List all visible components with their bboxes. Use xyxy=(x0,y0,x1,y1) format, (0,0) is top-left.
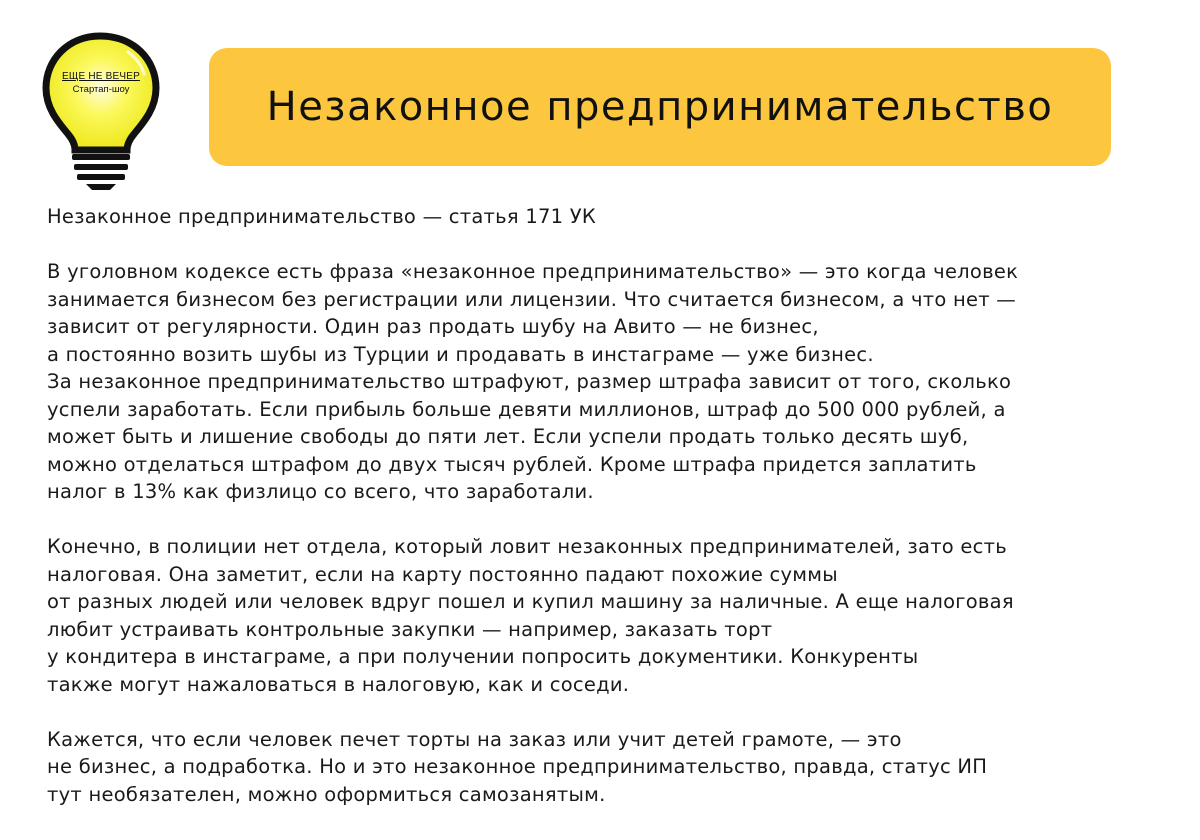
intro-line: Незаконное предпринимательство — статья 171 УК xyxy=(47,205,596,228)
text-line: занимается бизнесом без регистрации или лицензии. Что считается бизнесом, а что нет — xyxy=(47,287,1017,311)
title-banner xyxy=(209,48,1111,166)
text-line: у кондитера в инстаграме, а при получении попросить документики. Конкуренты xyxy=(47,645,919,668)
text-line: налог в 13% как физлицо со всего, что заработали. xyxy=(47,480,594,503)
text-line: За незаконное предпринимательство штрафуют, размер штрафа зависит от того, сколько xyxy=(47,370,1012,393)
paragraph-1 xyxy=(47,258,1177,506)
spacer xyxy=(47,506,1177,534)
text-line: В уголовном кодексе есть фраза «незаконное предпринимательство» — это когда человек xyxy=(47,260,1019,283)
article-body xyxy=(47,203,1177,808)
text-line: Кажется, что если человек печет торты на заказ или учит детей грамоте, — это xyxy=(47,727,902,751)
text-line: может быть и лишение свободы до пяти лет. Если успели продать только десять шуб, xyxy=(47,425,969,448)
page-title: Незаконное предпринимательство xyxy=(266,84,1054,130)
text-line: зависит от регулярности. Один раз продать шубу на Авито — не бизнес, xyxy=(47,315,819,338)
text-line: любит устраивать контрольные закупки — например, заказать торт xyxy=(47,617,773,641)
lightbulb-icon xyxy=(40,30,180,190)
spacer xyxy=(47,231,1177,259)
text-line: а постоянно возить шубы из Турции и продавать в инстаграме — уже бизнес. xyxy=(47,342,874,366)
spacer xyxy=(47,698,1177,726)
text-line: Конечно, в полиции нет отдела, который ловит незаконных предпринимателей, зато есть xyxy=(47,535,1007,558)
text-line: можно отделаться штрафом до двух тысяч рублей. Кроме штрафа придется заплатить xyxy=(47,452,977,476)
text-line: также могут нажаловаться в налоговую, как и соседи. xyxy=(47,672,630,696)
text-line: налоговая. Она заметит, если на карту постоянно падают похожие суммы xyxy=(47,562,838,586)
text-line: от разных людей или человек вдруг пошел и купил машину за наличные. А еще налоговая xyxy=(47,590,1014,613)
text-line: успели заработать. Если прибыль больше девяти миллионов, штраф до 500 000 рублей, а xyxy=(47,397,1006,421)
paragraph-2 xyxy=(47,533,1177,698)
paragraph-3 xyxy=(47,726,1177,809)
logo xyxy=(40,30,180,190)
text-line: тут необязателен, можно оформиться самозанятым. xyxy=(47,782,606,806)
logo-subtitle: Стартап-шоу xyxy=(72,84,130,95)
text-line: не бизнес, а подработка. Но и это незаконное предпринимательство, правда, статус ИП xyxy=(47,755,988,778)
logo-title: ЕЩЕ НЕ ВЕЧЕР xyxy=(62,71,140,82)
